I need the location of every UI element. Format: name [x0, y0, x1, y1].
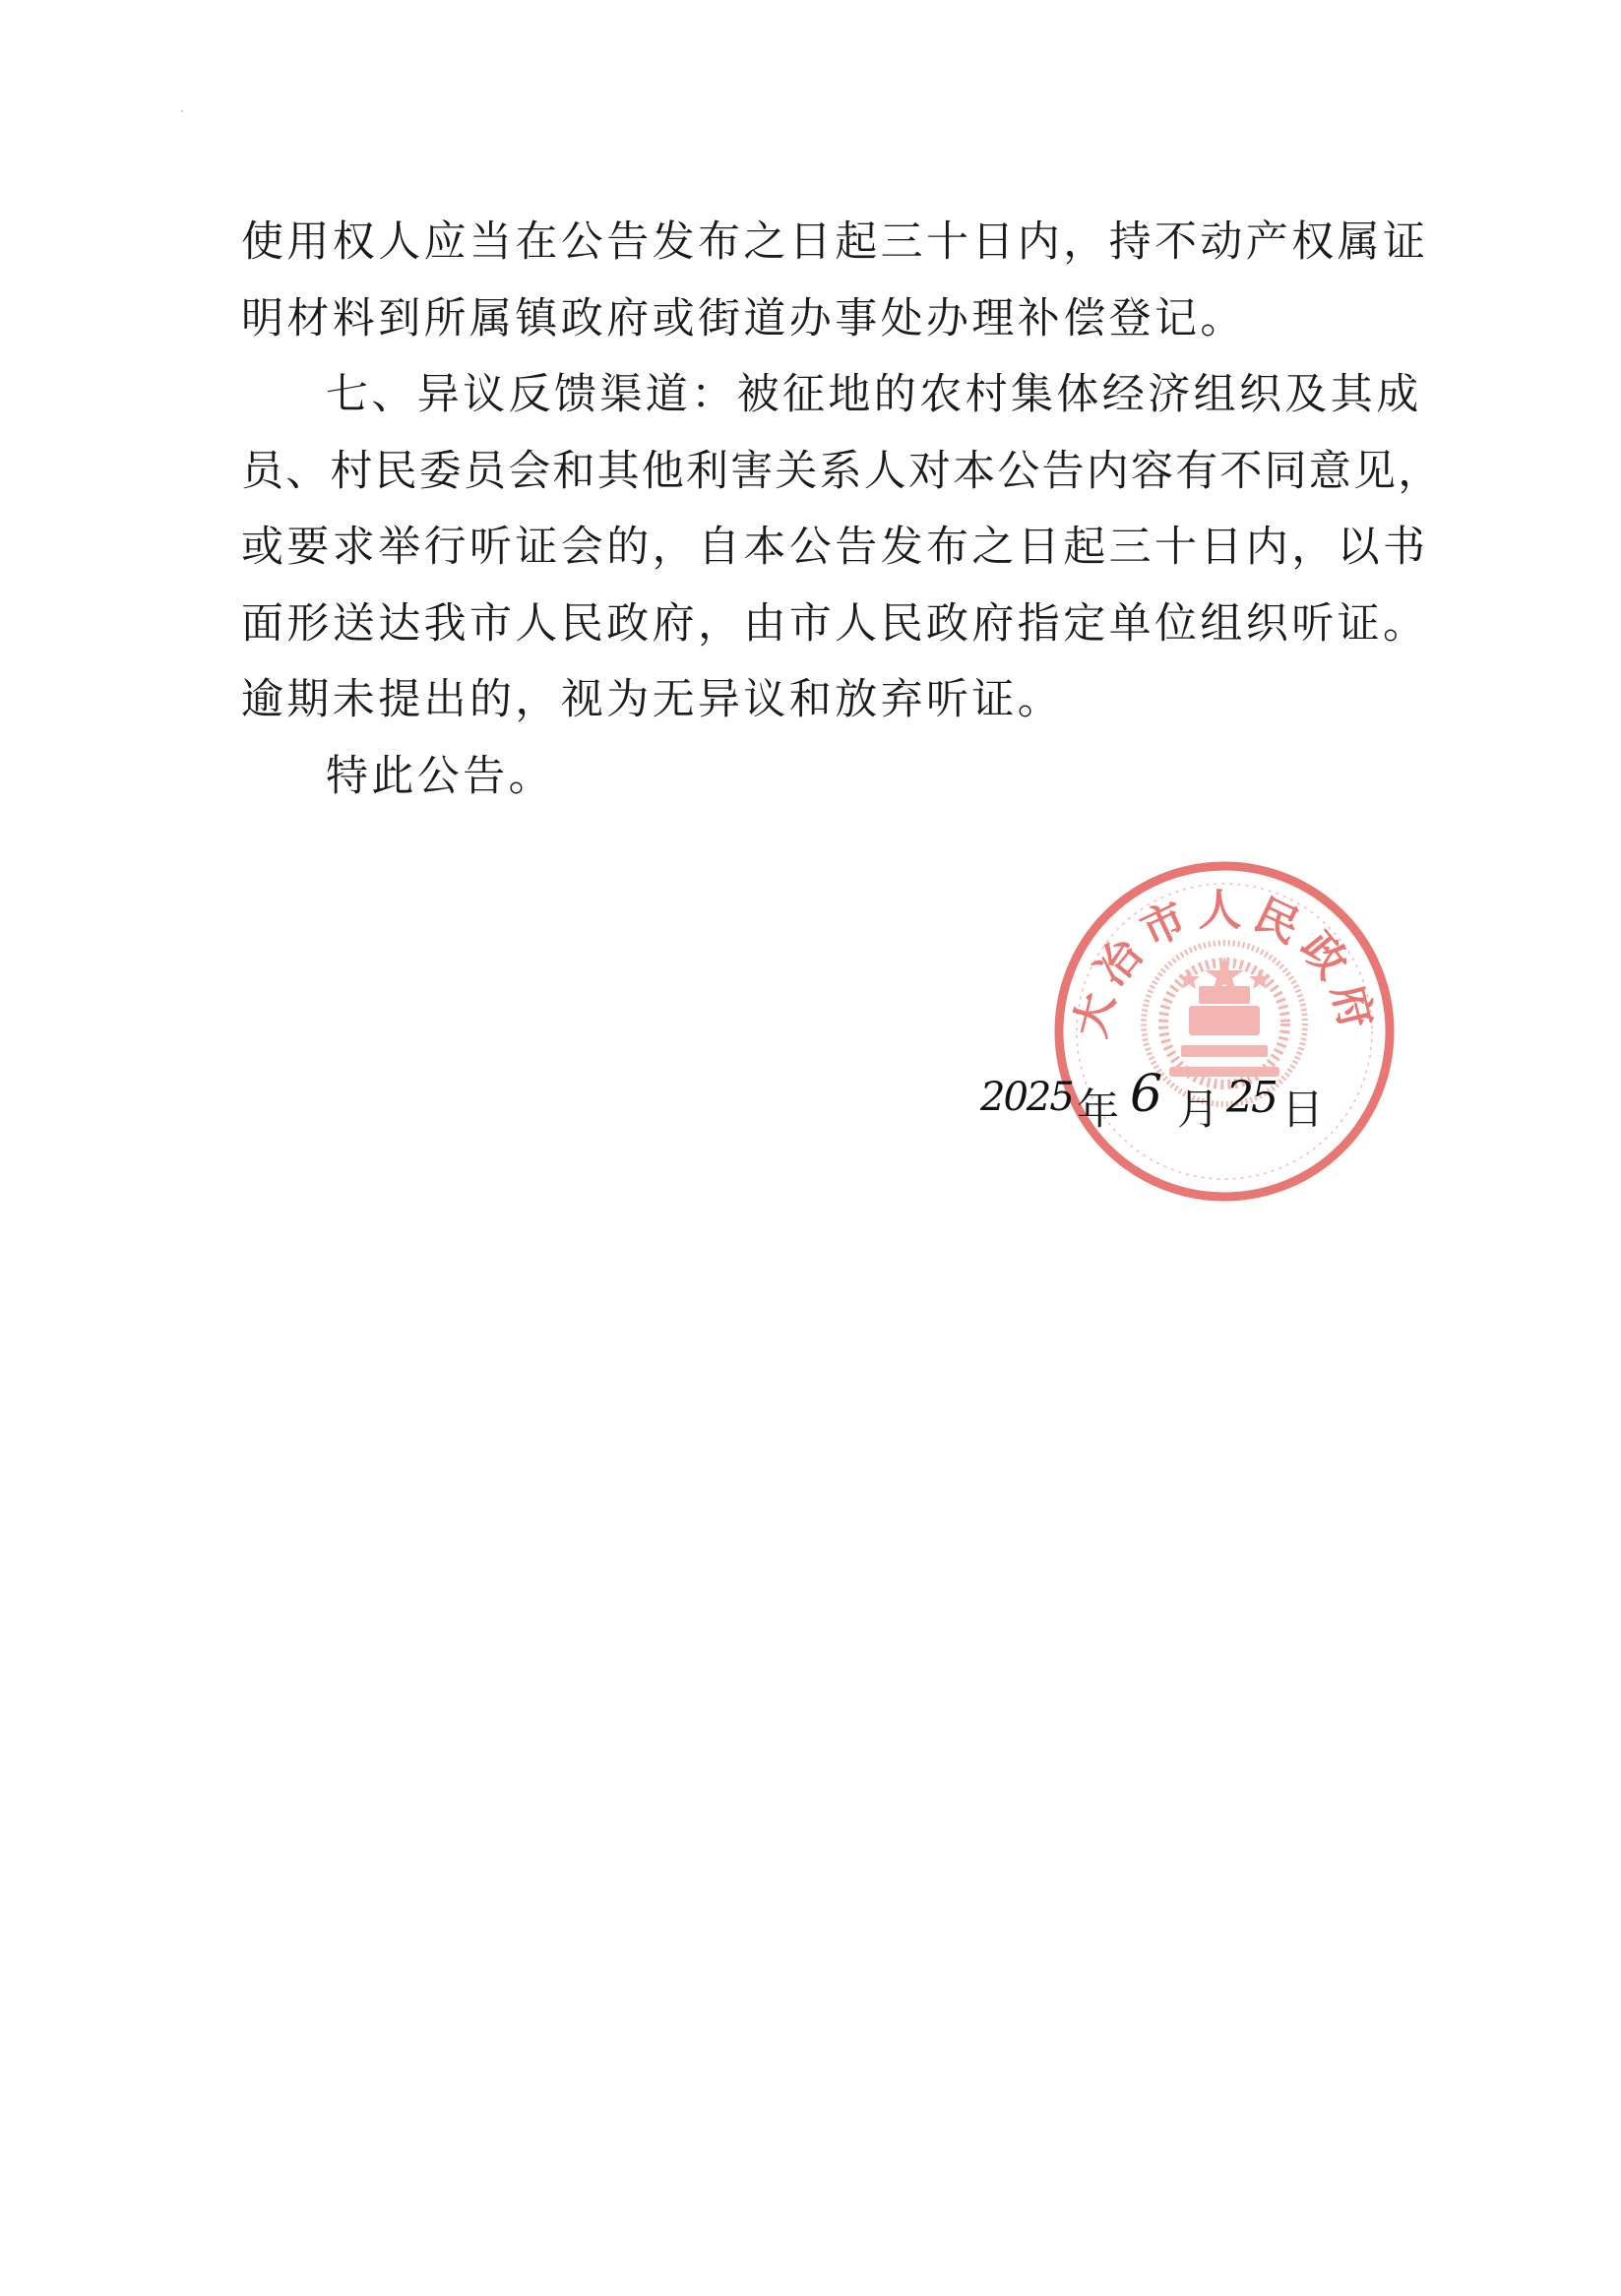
seal-text: 大冶市人民政府 [1065, 885, 1384, 1043]
date-year-label: 年 [1077, 1086, 1119, 1135]
paragraph-line: 或要求举行听证会的，自本公告发布之日起三十日内，以书 [241, 523, 1429, 572]
date-day-label: 日 [1281, 1086, 1324, 1135]
closing-line: 特此公告。 [326, 751, 554, 801]
date-month-label: 月 [1177, 1086, 1219, 1135]
paragraph-line: 使用权人应当在公告发布之日起三十日内，持不动产权属证 [241, 217, 1429, 267]
paragraph-line: 七、异议反馈渠道：被征地的农村集体经济组织及其成 [326, 370, 1422, 419]
paragraph-line: 面形送达我市人民政府，由市人民政府指定单位组织听证。 [241, 598, 1429, 649]
signature-date [980, 1065, 1335, 1140]
official-seal [1051, 858, 1398, 1205]
scan-speck [181, 110, 183, 112]
date-year: 2025 [980, 1075, 1073, 1120]
date-day: 25 [1226, 1073, 1276, 1123]
announcement-body [241, 205, 1443, 815]
paragraph-line: 明材料到所属镇政府或街道办事处办理补偿登记。 [241, 293, 1246, 343]
date-month: 6 [1130, 1065, 1163, 1124]
paragraph-line: 员、村民委员会和其他利害关系人对本公告内容有不同意见， [241, 446, 1443, 496]
paragraph-line: 逾期未提出的，视为无异议和放弃听证。 [241, 675, 1064, 724]
